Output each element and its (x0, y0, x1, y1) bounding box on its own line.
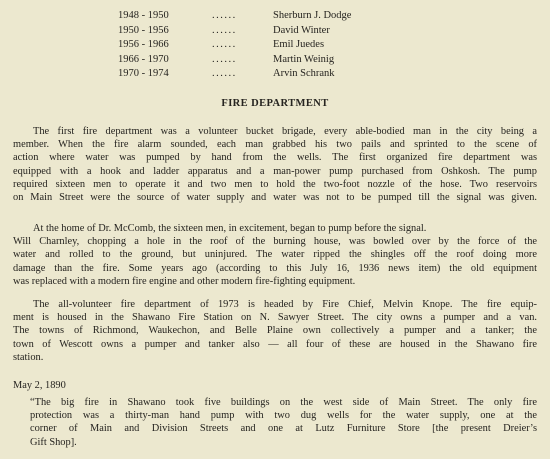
roster-row (118, 38, 413, 53)
paragraph-mccomb-incident (13, 222, 537, 288)
roster-years: 1970 - 1974 (118, 68, 169, 79)
roster-dots: ...... (212, 10, 237, 21)
roster-row (118, 9, 413, 24)
quote-line: corner of Main and Division Streets and one at Lutz Furniture Store [the present Dreier’s (30, 423, 537, 435)
quote-line: protection was a thirty-man hand pump with two dug wells for the water supply, one at the (30, 410, 537, 422)
roster-row (118, 24, 413, 39)
paragraph-line: on Main Street were the source of water supply and water was not to be pumped till the signal was given. (13, 192, 537, 204)
roster-years: 1950 - 1956 (118, 24, 169, 36)
paragraph-line: ment is housed in the Shawano Fire Station on N. Sawyer Street. The city owns a pumper and a van. (13, 312, 537, 324)
paragraph-line: Will Charnley, chopping a hole in the roof of the burning house, was bowled over by the force of the (13, 236, 537, 248)
roster-dots: ...... (212, 53, 237, 65)
paragraph-line: damage than the fire. Some years ago (according to this July 16, 1936 news item) the old equipment (13, 262, 537, 274)
roster-row (118, 53, 413, 68)
roster-name: Arvin Schrank (273, 68, 335, 79)
quote-line: “The big fire in Shawano took five buildings on the west side of Main Street. The only fire (30, 397, 537, 408)
roster-dots: ...... (212, 24, 237, 36)
paragraph-line: was replaced with a modern fire engine and other modern fire-fighting equipment. (13, 275, 356, 287)
paragraph-line: action where water was pumped by hand from the wells. The first organized fire department was (13, 152, 537, 164)
paragraph-line: equipped with a hook and ladder apparatus and a man-power pump purchased from Oshkosh. The pump (13, 165, 537, 177)
quote-line: Gift Shop]. (30, 436, 77, 448)
roster-years: 1956 - 1966 (118, 39, 169, 50)
paragraph-line: station. (13, 351, 44, 363)
paragraph-line: At the home of Dr. McComb, the sixteen men, in excitement, began to pump before the signal. (33, 223, 427, 234)
paragraph-line: The first fire department was a volunteer bucket brigade, every able-bodied man in the city being a (33, 126, 537, 137)
paragraph-line: water and rolled to the ground, but uninjured. The water ripped the shingles off the roof doing more (13, 249, 537, 261)
paragraph-line: member. When the fire alarm sounded, each man grabbed his two pails and sprinted to the scene of (13, 139, 537, 151)
paragraph-1973-department (13, 298, 537, 364)
roster-dots: ...... (212, 68, 237, 79)
paragraph-line: town of Wescott owns a pumper and tanker also — all four of these are housed in the Shawano fire (13, 338, 537, 350)
roster-row (118, 67, 413, 82)
date-heading: May 2, 1890 (13, 380, 66, 391)
roster-name: David Winter (273, 24, 330, 36)
roster-name: Sherburn J. Dodge (273, 10, 352, 21)
roster-years: 1948 - 1950 (118, 10, 169, 21)
roster-name: Martin Weinig (273, 53, 335, 65)
paragraph-line: required sixteen men to operate it and two men to hold the two-foot nozzle of the hose. Two reservoirs (13, 178, 537, 190)
roster-years: 1966 - 1970 (118, 53, 169, 65)
mayor-roster (118, 9, 413, 82)
roster-name: Emil Juedes (273, 39, 325, 50)
paragraph-line: The all-volunteer fire department of 1973 is headed by Fire Chief, Melvin Knope. The fire equip- (33, 299, 537, 310)
roster-dots: ...... (212, 39, 237, 50)
paragraph-early-history (13, 125, 537, 204)
paragraph-line: The towns of Richmond, Waukechon, and Belle Plaine own collectively a pumper and a tanker; the (13, 325, 537, 337)
section-title: FIRE DEPARTMENT (221, 98, 329, 109)
news-quote (30, 396, 537, 449)
